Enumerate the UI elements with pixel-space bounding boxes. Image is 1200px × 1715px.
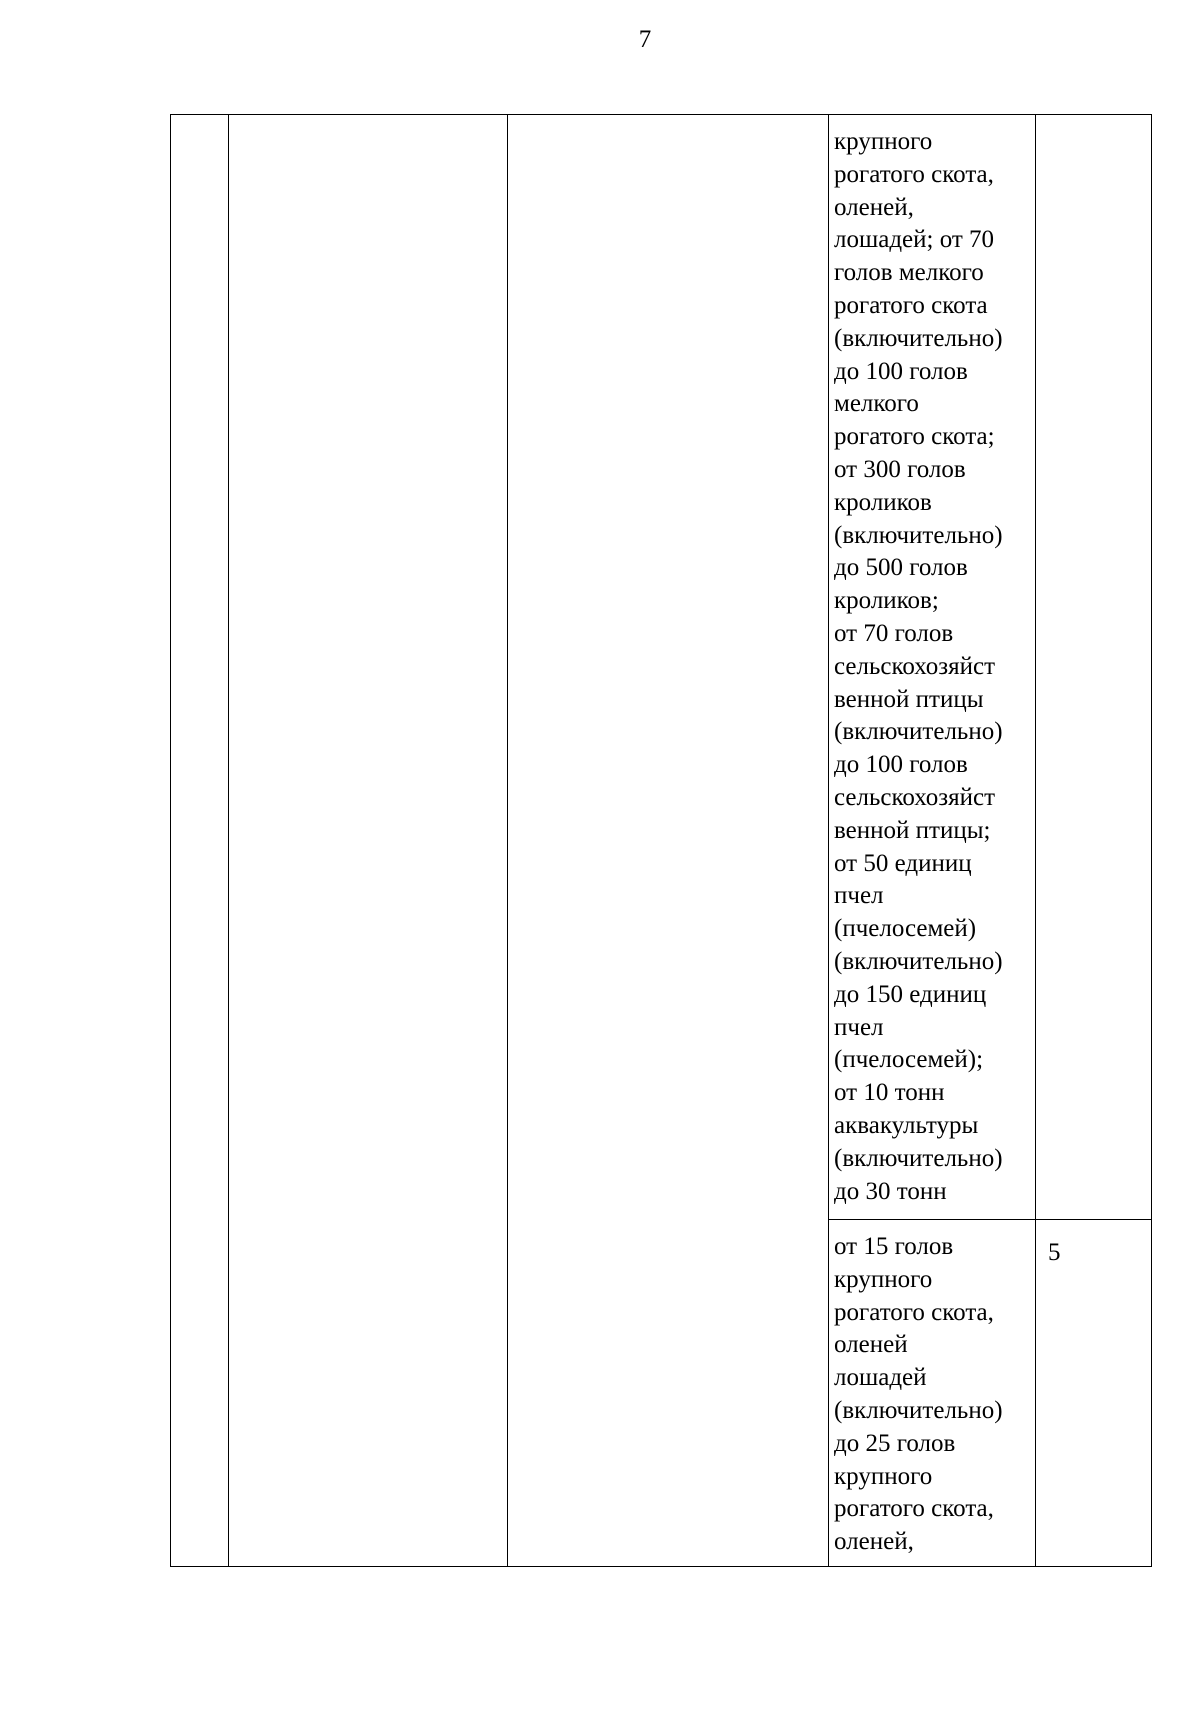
cell-text-line: голов мелкого <box>834 259 984 287</box>
cell-text-line: (включительно) <box>834 521 1003 549</box>
cell-text-line: лошадей; от 70 <box>834 226 995 254</box>
cell-text-line: (включительно) <box>834 324 1003 352</box>
cell-text-line: до 100 голов <box>834 751 968 779</box>
table-cell-col4 <box>829 115 1036 1220</box>
cell-text-line: сельскохозяйст <box>834 783 996 811</box>
cell-text-line: рогатого скота, <box>834 1298 994 1326</box>
cell-text-line: оленей, <box>834 193 914 221</box>
cell-text-line: рогатого скота, <box>834 160 994 188</box>
cell-text-line: рогатого скота, <box>834 1495 994 1523</box>
cell-text-line: до 500 голов <box>834 554 968 582</box>
cell-text-line: крупного <box>834 128 933 155</box>
cell-text-line: от 15 голов <box>834 1233 954 1260</box>
cell-text-line: крупного <box>834 1462 933 1490</box>
page-number: 7 <box>638 26 652 53</box>
cell-text-line: рогатого скота <box>834 291 988 319</box>
cell-text-line: от 10 тонн <box>834 1079 945 1107</box>
cell-text-line: от 50 единиц <box>834 849 972 877</box>
cell-text-line: (включительно) <box>834 1396 1003 1424</box>
table-cell-col5: 5 <box>1036 1220 1152 1567</box>
cell-text-line: пчел <box>834 882 884 910</box>
cell-text-line: (пчелосемей); <box>834 1046 984 1074</box>
document-table <box>170 114 1152 1567</box>
cell-text-line: пчел <box>834 1013 884 1041</box>
cell-text-line: до 100 голов <box>834 357 968 385</box>
cell-text-line: от 300 голов <box>834 455 966 483</box>
cell-text-line: от 70 голов <box>834 619 954 647</box>
cell-text-line: венной птицы; <box>834 816 991 844</box>
table-cell-col5 <box>1036 115 1152 1220</box>
table-cell-col2 <box>229 115 508 1567</box>
cell-text-line: (пчелосемей) <box>834 915 977 943</box>
cell-text-line: сельскохозяйст <box>834 652 996 680</box>
cell-text-line: (включительно) <box>834 1144 1003 1172</box>
cell-text-line: венной птицы <box>834 685 984 713</box>
cell-text-line: рогатого скота; <box>834 423 995 451</box>
table-cell-col3 <box>508 115 829 1567</box>
cell-text-line: крупного <box>834 1265 933 1293</box>
cell-text-line: до 150 единиц <box>834 980 987 1008</box>
cell-text-line: кроликов <box>834 488 932 516</box>
cell-text-line: аквакультуры <box>834 1111 979 1139</box>
cell-text-line: до 25 голов <box>834 1429 956 1457</box>
cell-text-line: оленей <box>834 1331 908 1359</box>
table-cell-col4 <box>829 1220 1036 1567</box>
cell-text-line: оленей, <box>834 1528 914 1556</box>
cell-text-line: мелкого <box>834 390 919 418</box>
cell-text-line: (включительно) <box>834 947 1003 975</box>
cell-text-line: (включительно) <box>834 718 1003 746</box>
cell-text-line: до 30 тонн <box>834 1177 947 1205</box>
cell-text-line: кроликов; <box>834 587 939 615</box>
cell-text-line: лошадей <box>834 1364 927 1392</box>
table-row <box>171 115 1152 1220</box>
table-cell-col1 <box>171 115 229 1567</box>
